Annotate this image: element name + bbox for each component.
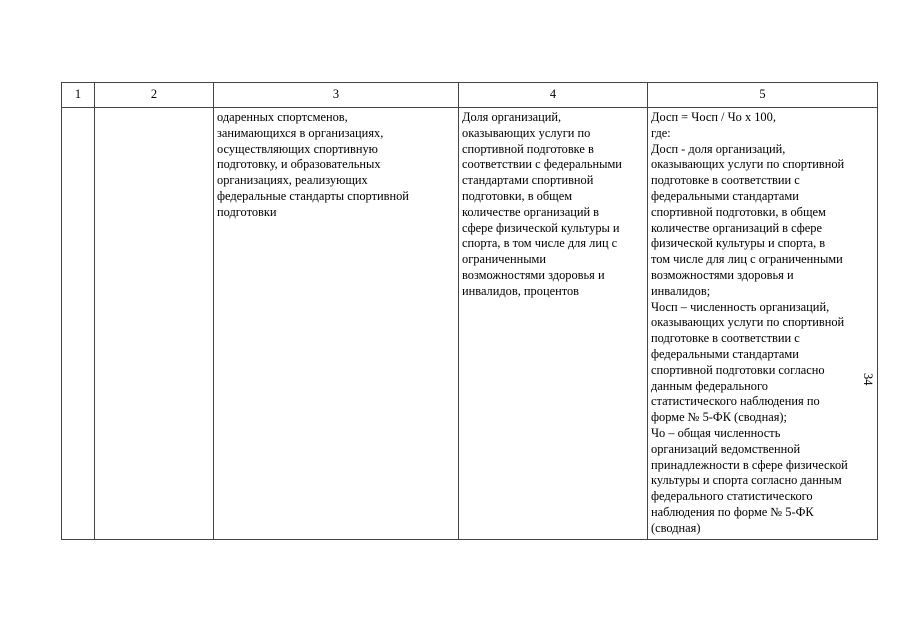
text-line: подготовку, и образовательных [217, 157, 381, 172]
text-line: федеральными стандартами [651, 188, 799, 203]
text-line: инвалидов; [651, 283, 711, 298]
cell-col-2 [95, 108, 214, 540]
text-line: спортивной подготовки согласно [651, 362, 825, 377]
text-line: статистического наблюдения по [651, 394, 820, 409]
text-line: Чо – общая численность [651, 425, 781, 440]
cell-col-4 [459, 108, 648, 540]
text-line: стандартами спортивной [462, 173, 594, 188]
text-line: возможностями здоровья и [651, 267, 794, 282]
text-line: подготовки, в общем [462, 188, 573, 203]
text-line: культуры и спорта согласно данным [651, 473, 842, 488]
cell-col-5 [648, 108, 878, 540]
text-line: осуществляющих спортивную [217, 141, 378, 156]
text-line: соответствии с федеральными [462, 157, 622, 172]
header-col-1: 1 [62, 83, 95, 108]
text-line: одаренных спортсменов, [217, 110, 348, 124]
indicator-table [61, 82, 878, 540]
text-line: оказывающих услуги по [462, 125, 591, 140]
text-line: подготовки [217, 204, 277, 219]
text-line: федеральные стандарты спортивной [217, 188, 409, 203]
text-line: принадлежности в сфере физической [651, 457, 848, 472]
text-line: оказывающих услуги по спортивной [651, 157, 845, 172]
text-line: Досп - доля организаций, [651, 141, 786, 156]
text-line: спортивной подготовке в [462, 141, 594, 156]
text-line: спортивной подготовки, в общем [651, 204, 826, 219]
header-col-5: 5 [648, 83, 878, 108]
text-line: подготовке в соответствии с [651, 331, 800, 346]
header-row [62, 83, 878, 108]
text-line: количестве организаций в [462, 204, 600, 219]
text-line: спорта, в том числе для лиц с [462, 236, 618, 251]
text-line: где: [651, 125, 671, 140]
text-line: (сводная) [651, 520, 701, 535]
text-line: Чосп – численность организаций, [651, 299, 830, 314]
text-line: наблюдения по форме № 5-ФК [651, 504, 814, 519]
text-line: оказывающих услуги по спортивной [651, 315, 845, 330]
text-line: Доля организаций, [462, 110, 562, 124]
text-line: количестве организаций в сфере [651, 220, 823, 235]
text-line: организаций ведомственной [651, 441, 801, 456]
header-col-4: 4 [459, 83, 648, 108]
text-line: форме № 5-ФК (сводная); [651, 410, 787, 425]
text-line: сфере физической культуры и [462, 220, 620, 235]
text-line: инвалидов, процентов [462, 283, 579, 298]
text-line: подготовке в соответствии с [651, 173, 800, 188]
text-line: занимающихся в организациях, [217, 125, 384, 140]
text-line: физической культуры и спорта, в [651, 236, 826, 251]
text-line: ограниченными [462, 252, 547, 267]
text-line: федеральными стандартами [651, 346, 799, 361]
header-col-3: 3 [214, 83, 459, 108]
cell-col-1 [62, 108, 95, 540]
table-row [62, 108, 878, 540]
cell-col-3 [214, 108, 459, 540]
text-line: Досп = Чосп / Чо x 100, [651, 110, 776, 124]
text-line: федерального статистического [651, 489, 813, 504]
text-line: данным федерального [651, 378, 768, 393]
text-line: том числе для лиц с ограниченными [651, 252, 843, 267]
text-line: организациях, реализующих [217, 173, 368, 188]
header-col-2: 2 [95, 83, 214, 108]
page-number: 34 [861, 373, 875, 386]
text-line: возможностями здоровья и [462, 267, 605, 282]
